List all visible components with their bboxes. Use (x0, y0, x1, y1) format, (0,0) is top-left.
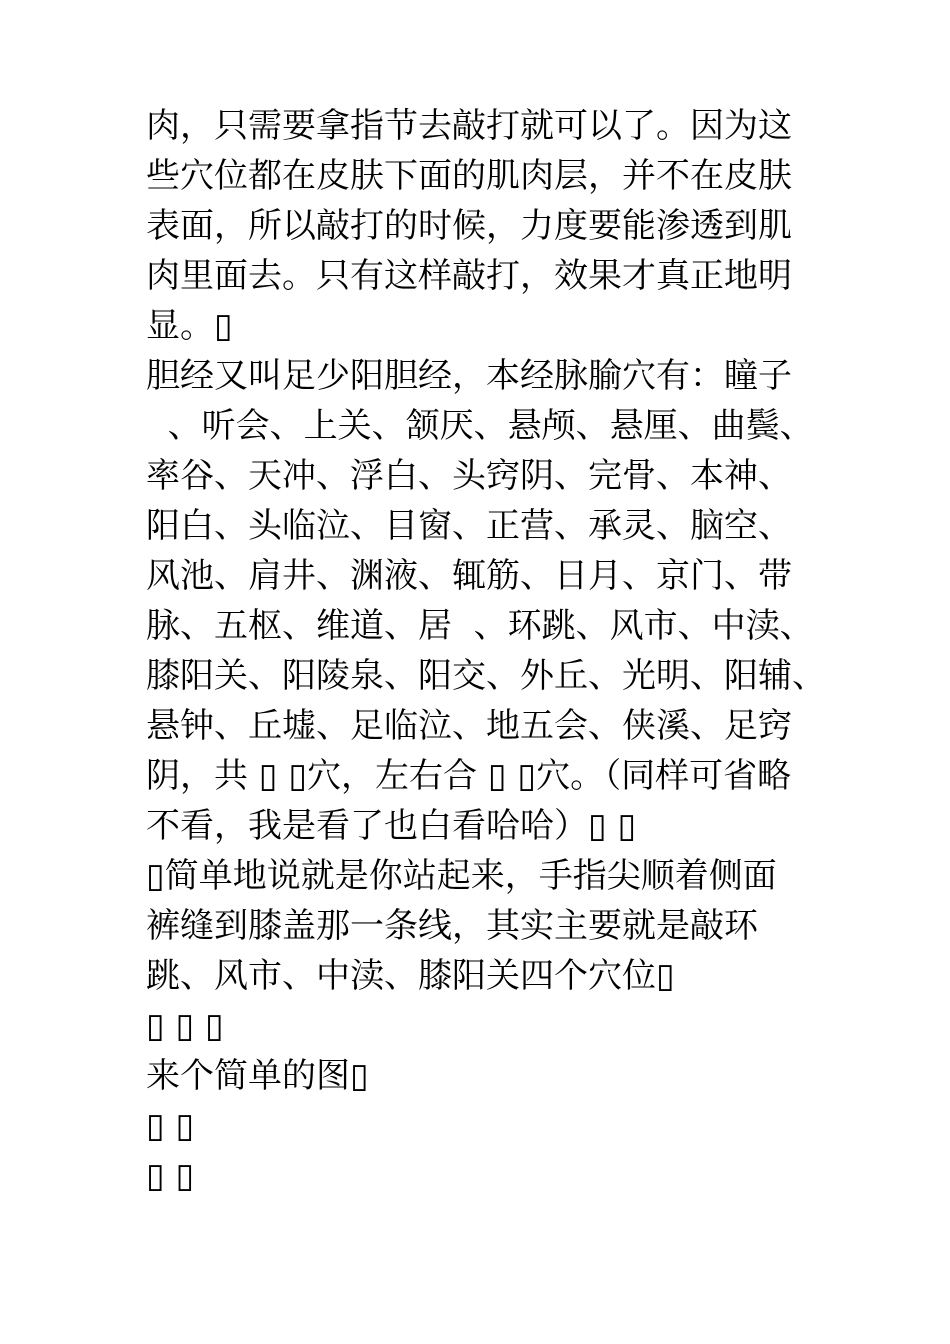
text-line: ▯ ▯ (146, 1156, 195, 1196)
text-line: 脉、五枢、维道、居 、环跳、风市、中渎、 (146, 606, 814, 646)
text-line: 膝阳关、阳陵泉、阳交、外丘、光明、阳辅、 (146, 656, 826, 696)
text-line: 、听会、上关、颔厌、悬颅、悬厘、曲鬓、 (146, 406, 814, 446)
text-line: 悬钟、丘墟、足临泣、地五会、侠溪、足窍 (146, 706, 792, 746)
text-line: 些穴位都在皮肤下面的肌肉层，并不在皮肤 (146, 156, 792, 196)
text-line: ▯简单地说就是你站起来，手指尖顺着侧面 (146, 856, 777, 896)
text-line: 裤缝到膝盖那一条线，其实主要就是敲环 (146, 906, 758, 946)
text-line: 不看，我是看了也白看哈哈）▯ ▯ (146, 806, 637, 846)
text-line: 跳、风市、中渎、膝阳关四个穴位▯ (146, 956, 675, 996)
text-line: 肉，只需要拿指节去敲打就可以了。因为这 (146, 106, 792, 146)
text-line: 阳白、头临泣、目窗、正营、承灵、脑空、 (146, 506, 792, 546)
text-line: 率谷、天冲、浮白、头窍阴、完骨、本神、 (146, 456, 792, 496)
text-line: 胆经又叫足少阳胆经，本经脉腧穴有：瞳子 (146, 356, 792, 396)
text-line: ▯ ▯ ▯ (146, 1006, 224, 1046)
text-line: 表面，所以敲打的时候，力度要能渗透到肌 (146, 206, 792, 246)
text-line: 来个简单的图▯ (146, 1056, 369, 1096)
text-line: 肉里面去。只有这样敲打，效果才真正地明 (146, 256, 792, 296)
text-line: 显。▯ (146, 306, 233, 346)
text-line: 阴，共 ▯ ▯穴，左右合 ▯ ▯穴。（同样可省略 (146, 756, 792, 796)
text-line: 风池、肩井、渊液、辄筋、日月、京门、带 (146, 556, 792, 596)
text-line: ▯ ▯ (146, 1106, 195, 1146)
